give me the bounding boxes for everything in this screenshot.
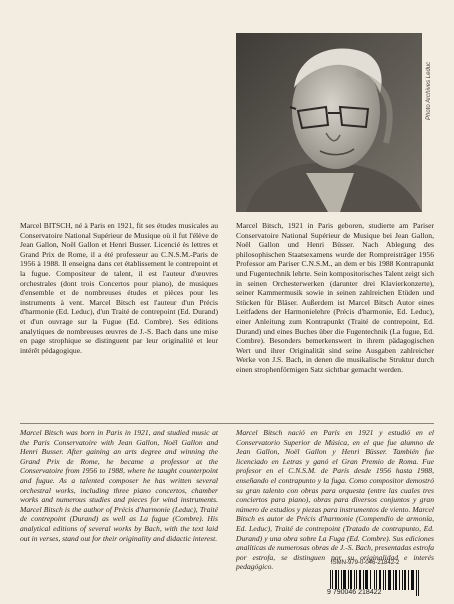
biography-spanish: Marcel Bitsch nació en París en 1921 y estudió en el Conservatorio Superior de Música, en el que fue alumno de Jean Gallon, Noël Gallon y Henri Büsser. También fue licenciado en Letras y ganó el Gran Premio de Roma. Fue profesor en el C.N.S.M. de París desde 1956 hasta 1988, enseñando el contrapunto y la fuga. Como compositor demostró su gran talento con obras para orquesta (entre las cuales tres conciertos para piano), obras para diversos conjuntos y gran número de estudios y piezas para instrumentos de viento. Marcel Bitsch es autor de Précis d'harmonie (Compendio de armonía, Ed. Leduc), Traité de contrepoint (Tratado de contrapunto, Ed. Durand) y una obra sobre La Fuga (Ed. Combre). Sus ediciones analíticas de numerosas obras de J.-S. Bach, presentadas estrofa por estrofa, se distinguen por su originalidad e interés pedagógico.	[236, 428, 434, 572]
photo-credit: Photo Archives Leduc	[426, 61, 432, 120]
biography-german: Marcel Bitsch, 1921 in Paris geboren, studierte am Pariser Conservatoire National Supérieur de Musique bei Jean Gallon, Noël Gallon und Henri Büsser. Nach Ablegung des philosophischen Staatsexamens wurde der Rompreisträger 1956 Professor am Pariser C.N.S.M., an dem er bis 1988 Kontrapunkt und Fugentechnik lehrte. Sein kompositorisches Talent zeigt sich in seinen Orchesterwerken (darunter drei Klavierkonzerte), seiner Kammermusik sowie in seinen zahlreichen Etüden und Stücken für Bläser. Außerdem ist Marcel Bitsch Autor eines Leitfadens der Harmonielehre (Précis d'harmonie, Ed. Leduc), einer Anleitung zum Kontrapunkt (Traité de contrepoint, Ed. Durand) und eines Buches über die Fugentechnik (La fugue, Ed. Combre). Besonders bemerkenswert in ihrem pädagogischen Wert und ihrer Originalität sind seine Ausgaben zahlreicher Werke von J.S. Bach, in denen die musikalische Struktur durch einen strophenförmigen Satz sichtbar gemacht werden.	[236, 221, 434, 374]
isbn-number: ISMN-979-0-046-21842-2	[331, 560, 400, 566]
biography-english: Marcel Bitsch was born in Paris in 1921, and studied music at the Paris Conservatoire with Jean Gallon, Noël Gallon and Henri Busser. After gaining an arts degree and winning the Grand Prix de Rome, he became a professor at the Conservatoire from 1956 to 1988, where he taught counterpoint and fugue. As a talented composer he has written several orchestral works, including three piano concertos, chamber works and numerous studies and pieces for wind instruments. Marcel Bitsch is the author of Précis d'harmonie (Leduc), Traité de contrepoint (Durand) as well as La fugue (Combre). His analytical editions of several works by Bach, with the text laid out in verses, stand out for their originality and didactic interest.	[20, 428, 218, 543]
barcode-digits: 9 790046 218422	[327, 589, 382, 596]
portrait-illustration	[236, 33, 422, 212]
composer-portrait-photo	[236, 33, 422, 212]
biography-french: Marcel BITSCH, né à Paris en 1921, fit ses études musicales au Conservatoire National Supérieur de Musique où il fut l'élève de Jean Gallon, Noël Gallon et Henri Busser. Licencié ès lettres et Grand Prix de Rome, il a été professeur au C.N.S.M.-Paris de 1956 à 1988. Il enseigna dans cet établissement le contrepoint et la fugue. Compositeur de talent, il est l'auteur d'œuvres orchestrales (dont trois Concertos pour piano), de musiques d'ensemble et de nombreuses études et pièces pour les instruments à vent. Marcel Bitsch est l'auteur d'un Précis d'harmonie (Ed. Leduc), d'un Traité de contrepoint (Ed. Durand) et d'un ouvrage sur la Fugue (Ed. Combre). Ses éditions analytiques de nombreuses œuvres de J.-S. Bach dans une mise en page strophique se distinguent par leur originalité et leur intérêt pédagogique.	[20, 221, 218, 355]
section-divider	[20, 423, 434, 424]
